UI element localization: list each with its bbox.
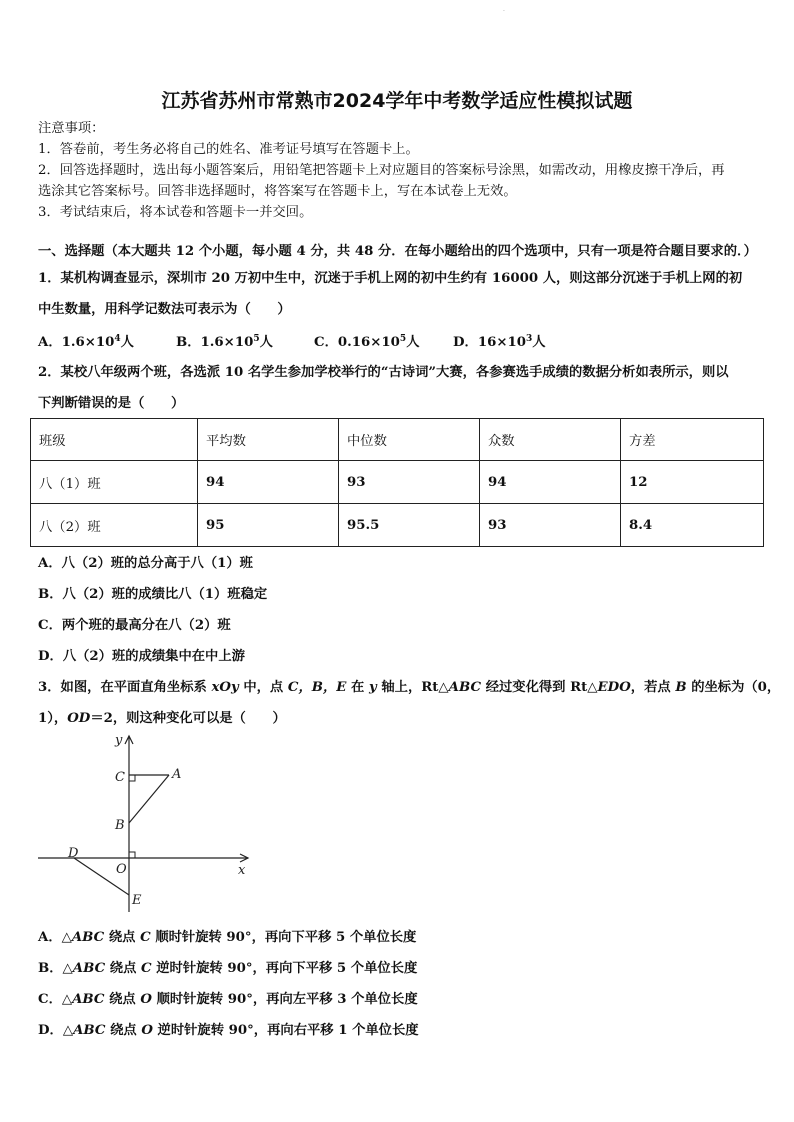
table-cell: 12 [621, 461, 764, 504]
section-1-heading: 一、选择题（本大题共 12 个小题，每小题 4 分，共 48 分．在每小题给出的四个选项中，只有一项是符合题目要求的．） [38, 244, 757, 259]
right-angle-c [129, 775, 135, 781]
question-2-line-2: 下判断错误的是（ ） [38, 396, 185, 411]
table-cell: 93 [339, 461, 480, 504]
q3-option-b[interactable] [38, 960, 417, 978]
question-3-line-1 [38, 679, 780, 697]
notice-item-2-line-2: 选涂其它答案标号。回答非选择题时，将答案写在答题卡上，写在本试卷上无效。 [38, 184, 517, 199]
table-cell: 94 [198, 461, 339, 504]
right-angle-o [129, 852, 135, 858]
q2-option-c[interactable]: C．两个班的最高分在八（2）班 [38, 618, 231, 633]
segment-ab [129, 775, 169, 823]
table-header-cell: 中位数 [339, 419, 480, 461]
option-base: 0.16×10 [337, 335, 400, 350]
option-exponent: 5 [253, 334, 260, 344]
q3-opt-text: D．△ [38, 1023, 74, 1038]
option-exponent: 3 [525, 334, 533, 344]
q3-opt-var: ABC [73, 1023, 106, 1038]
page-title: 江苏省苏州市常熟市2024学年中考数学适应性模拟试题 [161, 90, 633, 112]
notice-item-2-line-1: 2．回答选择题时，选出每小题答案后，用铅笔把答题卡上对应题目的答案标号涂黑，如需改动，用橡皮擦干净后，再 [38, 163, 725, 178]
table-cell: 95 [198, 504, 339, 547]
q3-var: xOy [211, 680, 239, 695]
question-2-line-1: 2．某校八年级两个班，各选派 10 名学生参加学校举行的“古诗词”大赛，各参赛选手成绩的数据分析如表所示，则以 [38, 365, 729, 380]
table-cell: 94 [480, 461, 621, 504]
table-cell: 93 [480, 504, 621, 547]
table-row [31, 504, 764, 547]
top-dot: . [503, 6, 505, 13]
question-1-line-2: 中生数量，用科学记数法可表示为（ ） [38, 302, 291, 317]
q1-option-b[interactable] [176, 331, 314, 350]
q3-opt-text: 顺时针旋转 90°，再向下平移 5 个单位长度 [150, 930, 417, 945]
table-header-cell: 众数 [480, 419, 621, 461]
label-b: B [115, 818, 125, 833]
q1-option-c[interactable] [314, 331, 453, 350]
label-y: y [115, 733, 123, 748]
q3-text: 经过变化得到 Rt△ [481, 680, 598, 695]
q1-option-a[interactable] [38, 331, 176, 350]
q3-var: B [675, 680, 687, 695]
q3-opt-var: O [141, 1023, 153, 1038]
q3-opt-text: A．△ [38, 930, 72, 945]
table-cell: 八（2）班 [31, 504, 198, 547]
q3-opt-var: ABC [72, 992, 105, 1007]
q3-option-a[interactable] [38, 929, 416, 947]
q1-option-d[interactable] [453, 331, 546, 350]
option-label: A． [38, 335, 62, 350]
label-e: E [132, 893, 142, 908]
option-label: C． [314, 335, 338, 350]
notice-heading: 注意事项： [38, 121, 105, 136]
option-unit: 人 [120, 335, 134, 350]
option-base: 1.6×10 [61, 335, 115, 350]
notice-item-3: 3．考试结束后，将本试卷和答题卡一并交回。 [38, 205, 313, 220]
q3-var: EDO [597, 680, 631, 695]
option-unit: 人 [406, 335, 420, 350]
notice-item-1: 1．答卷前，考生务必将自己的姓名、准考证号填写在答题卡上。 [38, 142, 419, 157]
label-d: D [68, 846, 79, 861]
q3-var: y [368, 680, 377, 695]
q2-option-d[interactable]: D．八（2）班的成绩集中在中上游 [38, 649, 245, 664]
table-row [31, 461, 764, 504]
label-c: C [115, 770, 125, 785]
table-header-cell: 平均数 [198, 419, 339, 461]
option-base: 16×10 [477, 335, 526, 350]
option-base: 1.6×10 [200, 335, 254, 350]
option-exponent: 4 [114, 334, 121, 344]
q3-text: 在 [346, 680, 369, 695]
q3-opt-var: ABC [72, 961, 106, 976]
q3-opt-var: O [140, 992, 152, 1007]
q3-opt-text: 绕点 [105, 961, 142, 976]
label-o: O [116, 862, 127, 877]
option-unit: 人 [259, 335, 273, 350]
q3-option-d[interactable] [38, 1022, 419, 1040]
q3-text: 的坐标为（0， [686, 680, 781, 695]
q3-text: ，若点 [630, 680, 676, 695]
q3-opt-text: B．△ [38, 961, 73, 976]
question-1-line-1: 1．某机构调查显示，深圳市 20 万初中生中，沉迷于手机上网的初中生约有 16000 人，则这部分沉迷于手机上网的初 [38, 271, 743, 286]
q3-var: ABC [448, 680, 482, 695]
q2-option-b[interactable]: B．八（2）班的成绩比八（1）班稳定 [38, 587, 268, 602]
q3-opt-var: ABC [71, 930, 105, 945]
q2-option-a[interactable]: A．八（2）班的总分高于八（1）班 [38, 556, 253, 571]
table-header-cell: 方差 [621, 419, 764, 461]
q3-text: 轴上，Rt△ [376, 680, 449, 695]
option-label: B． [176, 335, 201, 350]
question-1-options [38, 331, 546, 350]
table-header-cell: 班级 [31, 419, 198, 461]
option-exponent: 5 [399, 334, 407, 344]
q3-option-c[interactable] [38, 991, 418, 1009]
q3-var: OD [67, 711, 91, 726]
q3-opt-text: 绕点 [105, 1023, 142, 1038]
q3-text: 3．如图，在平面直角坐标系 [38, 680, 212, 695]
q3-opt-text: 顺时针旋转 90°，再向左平移 3 个单位长度 [151, 992, 418, 1007]
q3-var: C，B，E [287, 680, 347, 695]
option-label: D． [453, 335, 478, 350]
q3-opt-text: 逆时针旋转 90°，再向右平移 1 个单位长度 [152, 1023, 419, 1038]
q3-opt-text: C．△ [38, 992, 73, 1007]
label-x: x [238, 863, 246, 878]
score-table [30, 418, 764, 547]
coordinate-figure [34, 730, 264, 915]
q3-opt-text: 逆时针旋转 90°，再向下平移 5 个单位长度 [151, 961, 418, 976]
q3-opt-var: C [140, 930, 151, 945]
table-cell: 8.4 [621, 504, 764, 547]
q3-opt-text: 绕点 [104, 930, 141, 945]
label-a: A [172, 767, 182, 782]
table-header-row [31, 419, 764, 461]
q3-text: 1）， [38, 711, 68, 726]
table-cell: 八（1）班 [31, 461, 198, 504]
table-cell: 95.5 [339, 504, 480, 547]
q3-text: 中，点 [238, 680, 288, 695]
q3-opt-var: C [141, 961, 152, 976]
q3-opt-text: 绕点 [104, 992, 141, 1007]
option-unit: 人 [532, 335, 546, 350]
q3-text: ＝2，则这种变化可以是（ ） [90, 711, 286, 726]
question-3-line-2 [38, 710, 286, 728]
